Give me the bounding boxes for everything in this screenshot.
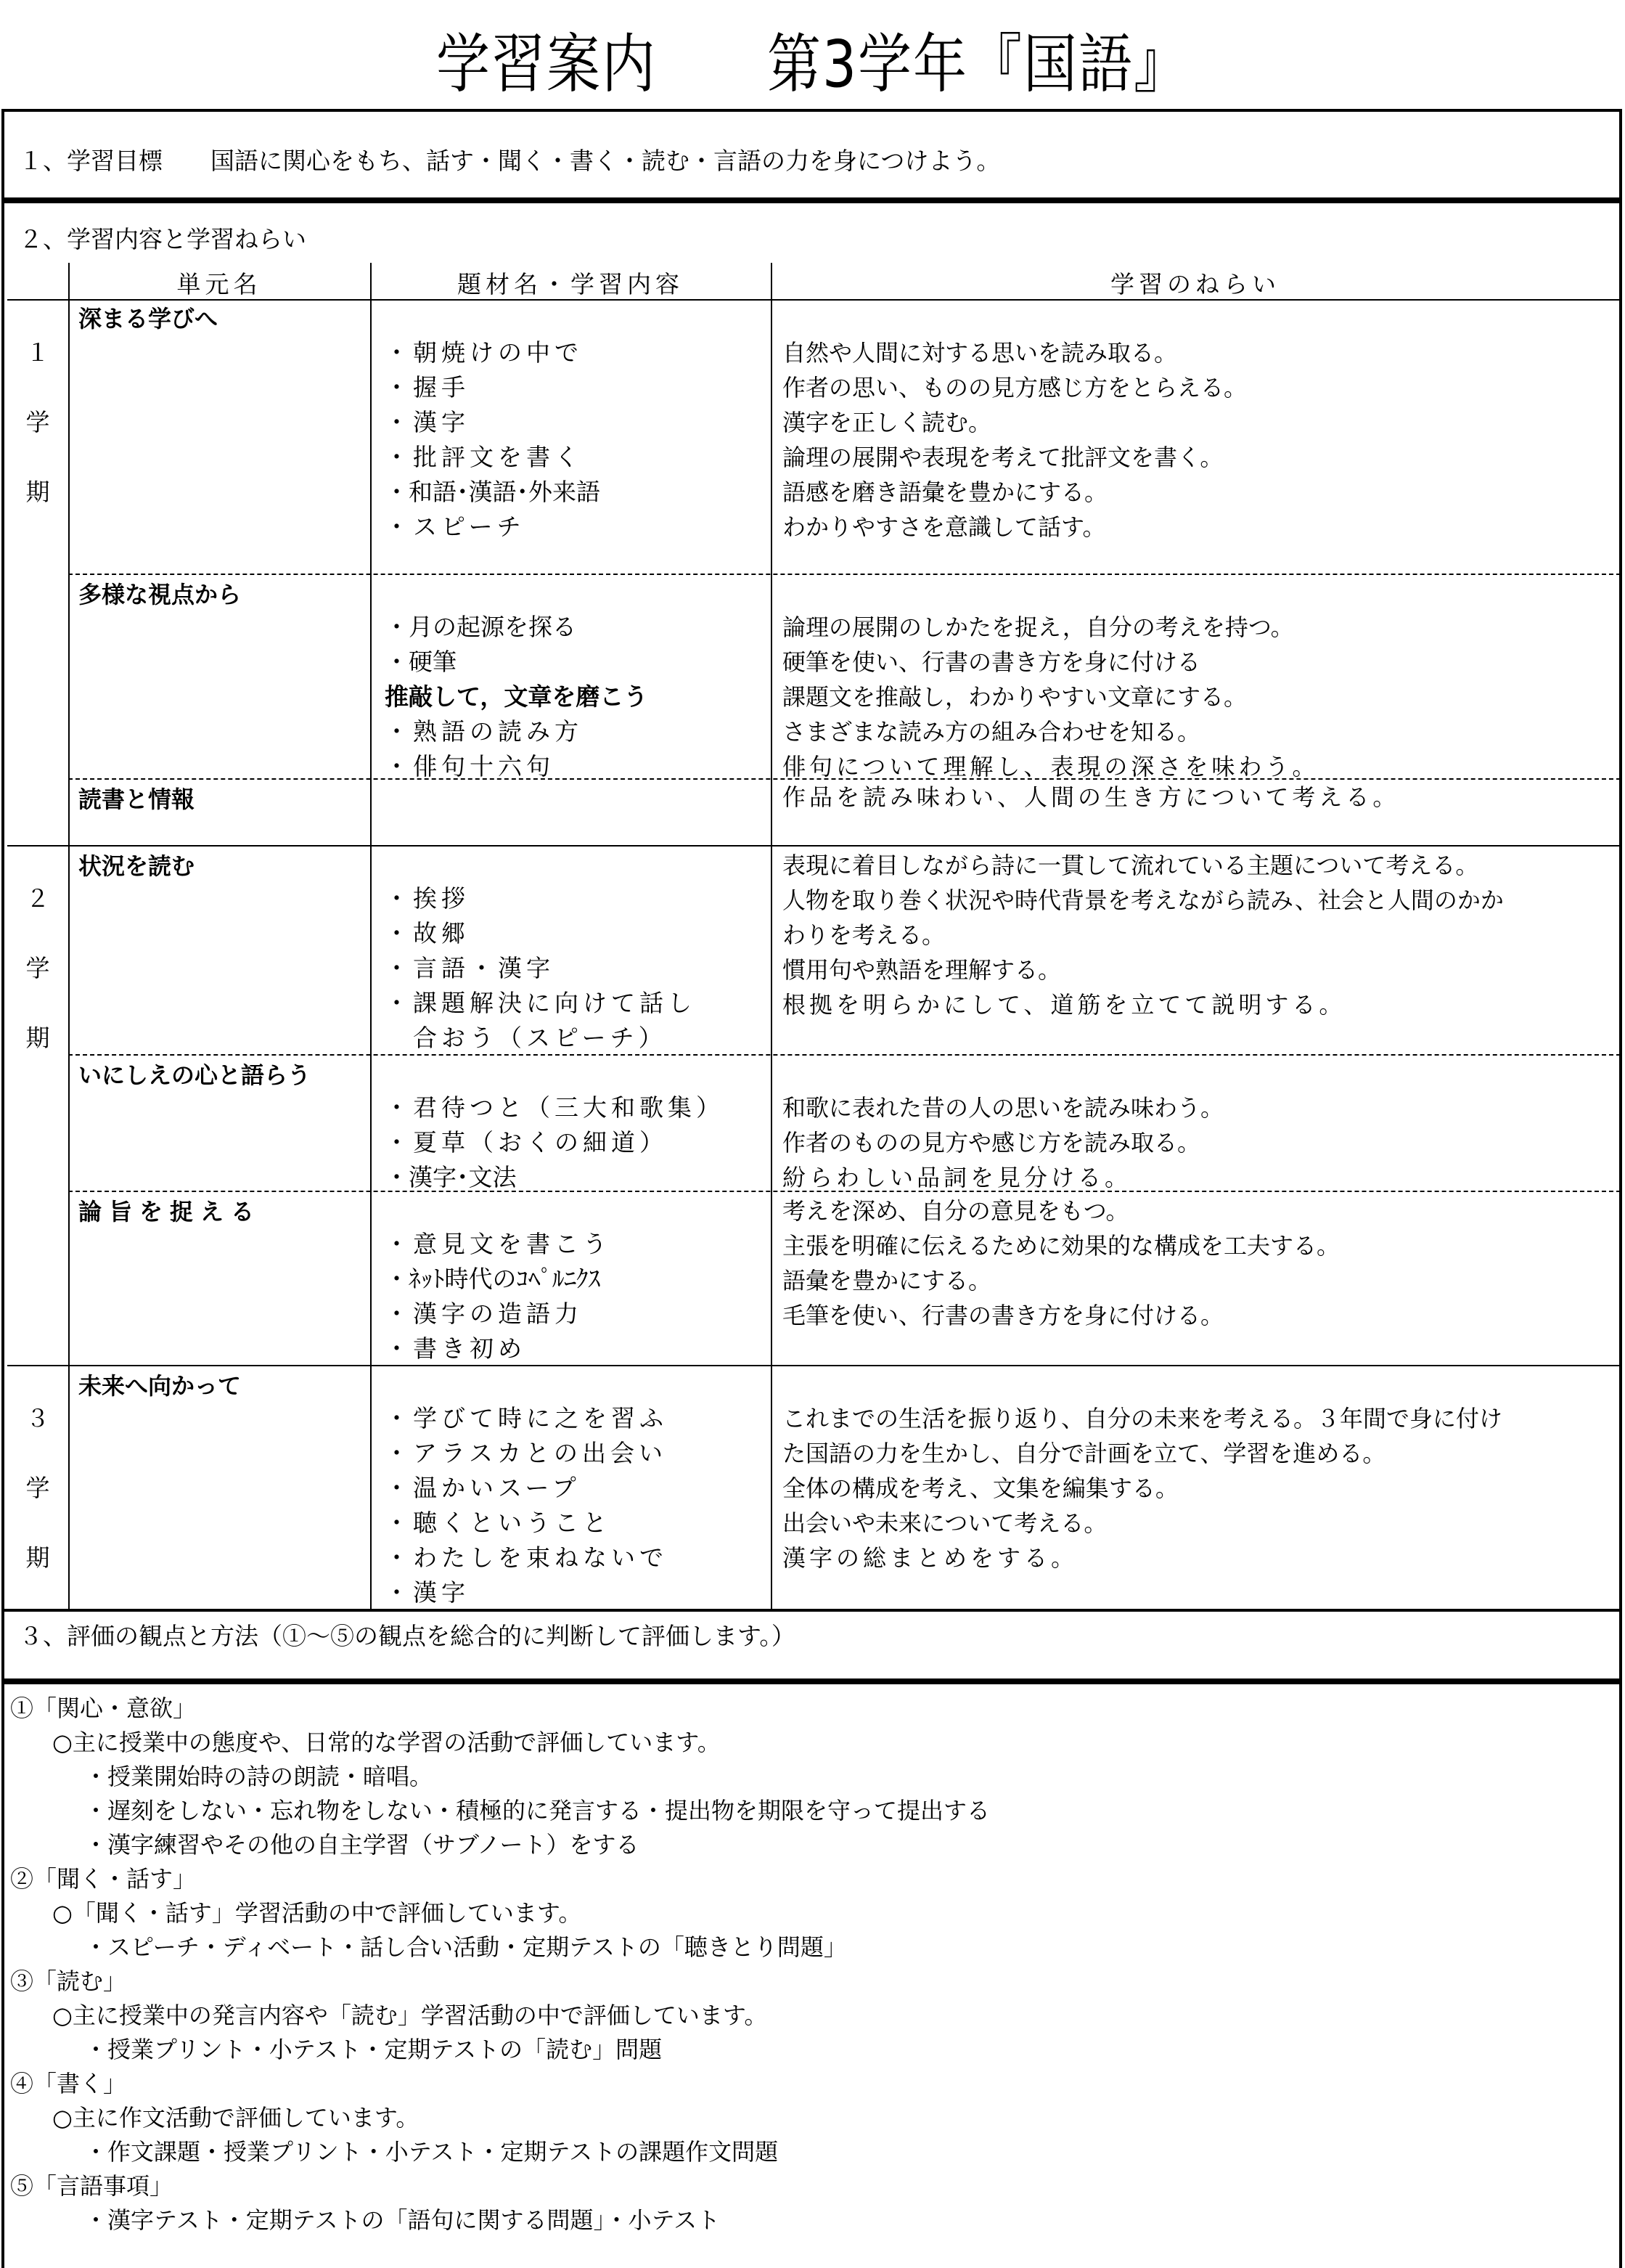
unit-aims: [782, 335, 1617, 544]
list-item: 慣用句や熟語を理解する。: [782, 956, 1062, 984]
eval-title: ⑤「言語事項」: [10, 2172, 173, 2200]
list-item: ・漢字テスト・定期テストの「語句に関する問題」・小テスト: [84, 2206, 721, 2234]
unit-topics: [385, 335, 777, 544]
column-header-aim: 学習のねらい: [1110, 270, 1280, 298]
learning-goal-text: １、学習目標 国語に関心をもち、話す・聞く・書く・読む・言語の力を身につけよう。: [19, 147, 1001, 175]
learning-goal-section: [1, 109, 1622, 200]
list-item: 推敲して，文章を磨こう: [385, 682, 648, 711]
unit-aims: [782, 1090, 1617, 1195]
list-item: 表現に着目しながら詩に一貫して流れている主題について考える。: [782, 852, 1479, 879]
page-title: 学習案内 第3学年『国語』: [435, 27, 1190, 102]
learning-content-heading: ２、学習内容と学習ねらい: [19, 225, 306, 253]
list-item: ・漢字･文法: [385, 1163, 517, 1191]
list-item: 課題文を推敲し，わかりやすい文章にする。: [782, 683, 1248, 711]
list-item: 論理の展開や表現を考えて批評文を書く。: [782, 444, 1224, 471]
list-item: 作者のものの見方や感じ方を読み取る。: [782, 1129, 1201, 1157]
list-item: これまでの生活を振り返り、自分の未来を考える。３年間で身に付け: [782, 1405, 1503, 1432]
eval-method: ○主に授業中の発言内容や「読む」学習活動の中で評価しています。: [52, 2002, 768, 2029]
list-item: ・故郷: [385, 919, 470, 947]
unit-name: 深まる学びへ: [78, 305, 218, 333]
table-divider: [370, 263, 372, 1610]
list-item: 漢字の総まとめをする。: [782, 1544, 1078, 1572]
list-item: ・君待つと（三大和歌集）: [385, 1093, 724, 1122]
list-item: 作者の思い、ものの見方感じ方をとらえる。: [782, 374, 1248, 401]
list-item: ・遅刻をしない・忘れ物をしない・積極的に発言する・提出物を期限を守って提出する: [84, 1797, 991, 1824]
table-divider: [68, 1054, 1621, 1056]
unit-aims: [782, 780, 1617, 815]
table-divider: [68, 263, 70, 1610]
unit-topics: [385, 881, 777, 1056]
list-item: ・温かいスープ: [385, 1474, 581, 1502]
unit-aims: [782, 1401, 1617, 1575]
list-item: 毛筆を使い、行書の書き方を身に付ける。: [782, 1302, 1224, 1329]
column-header-topic: 題材名・学習内容: [457, 270, 684, 298]
list-item: ・作文課題・授業プリント・小テスト・定期テストの課題作文問題: [84, 2138, 779, 2166]
list-item: 和歌に表れた昔の人の思いを読み味わう。: [782, 1094, 1224, 1122]
table-divider: [68, 574, 1621, 575]
eval-method: ○主に作文活動で評価しています。: [52, 2104, 419, 2132]
list-item: 全体の構成を考え、文集を編集する。: [782, 1474, 1179, 1502]
eval-title: ④「書く」: [10, 2070, 127, 2097]
list-item: ・授業プリント・小テスト・定期テストの「読む」問題: [84, 2036, 663, 2063]
list-item: 自然や人間に対する思いを読み取る。: [782, 339, 1178, 367]
list-item: ・夏草（おくの細道）: [385, 1128, 668, 1157]
list-item: ・言語・漢字: [385, 954, 554, 982]
unit-name: 未来へ向かって: [78, 1372, 242, 1400]
list-item: 漢字を正しく読む。: [782, 409, 992, 436]
list-item: ・批評文を書く: [385, 443, 583, 471]
evaluation-heading: ３、評価の観点と方法（①～⑤の観点を総合的に判断して評価します。）: [19, 1622, 795, 1650]
list-item: ・アラスカとの出会い: [385, 1439, 668, 1467]
unit-name: 読書と情報: [78, 786, 195, 813]
table-divider: [7, 1365, 1621, 1366]
unit-aims: [782, 848, 1617, 1022]
column-header-unit: 単元名: [176, 270, 262, 298]
list-item: 語感を磨き語彙を豊かにする。: [782, 478, 1108, 506]
list-item: 主張を明確に伝えるために効果的な構成を工夫する。: [782, 1232, 1340, 1260]
list-item: 考えを深め、自分の意見をもつ。: [782, 1197, 1129, 1225]
eval-method: ○「聞く・話す」学習活動の中で評価しています。: [52, 1899, 582, 1927]
unit-topics: [385, 1227, 777, 1366]
list-item: ・学びて時に之を習ふ: [385, 1404, 668, 1432]
list-item: 根拠を明らかにして、道筋を立てて説明する。: [782, 991, 1346, 1019]
unit-name: いにしえの心と語らう: [78, 1061, 311, 1089]
eval-title: ①「関心・意欲」: [10, 1694, 197, 1722]
list-item: ・授業開始時の詩の朗読・暗唱。: [84, 1763, 433, 1790]
eval-title: ②「聞く・話す」: [10, 1865, 197, 1893]
list-item: た国語の力を生かし、自分で計画を立て、学習を進める。: [782, 1440, 1386, 1467]
list-item: ・ﾈｯﾄ時代のｺﾍﾟﾙﾆｸｽ: [385, 1265, 600, 1293]
list-item: わかりやすさを意識して話す。: [782, 513, 1106, 541]
list-item: ・わたしを束ねないで: [385, 1543, 668, 1572]
list-item: ・握手: [385, 373, 470, 401]
eval-method: ○主に授業中の態度や、日常的な学習の活動で評価しています。: [52, 1729, 721, 1756]
list-item: わりを考える。: [782, 921, 946, 949]
unit-topics: [385, 610, 777, 784]
list-item: ・漢字: [385, 1578, 470, 1607]
list-item: ・スピーチ: [385, 513, 525, 541]
list-item: 語彙を豊かにする。: [782, 1267, 992, 1294]
list-item: 俳句について理解し、表現の深さを味わう。: [782, 753, 1319, 780]
term-1-label: １ 学 期: [25, 338, 50, 506]
list-item: ・挨拶: [385, 884, 470, 913]
list-item: ・スピーチ・ディベート・話し合い活動・定期テストの「聴きとり問題」: [84, 1933, 847, 1961]
unit-name: 多様な視点から: [78, 581, 242, 608]
eval-title: ③「読む」: [10, 1967, 127, 1995]
list-item: ・朝焼けの中で: [385, 338, 583, 367]
list-item: ・聴くということ: [385, 1509, 611, 1537]
list-item: ・課題解決に向けて話し: [385, 989, 696, 1017]
list-item: ・書き初め: [385, 1334, 526, 1363]
list-item: 論理の展開のしかたを捉え，自分の考えを持つ。: [782, 613, 1294, 641]
list-item: さまざまな読み方の組み合わせを知る。: [782, 718, 1201, 746]
list-item: ・硬筆: [385, 648, 457, 676]
evaluation-list: [10, 1692, 990, 2238]
list-item: 硬筆を使い、行書の書き方を身に付ける: [782, 648, 1201, 676]
unit-name: 論旨を捉える: [78, 1198, 262, 1225]
list-item: 紛らわしい品詞を見分ける。: [782, 1164, 1132, 1191]
unit-topics: [385, 1401, 777, 1610]
unit-name: 状況を読む: [78, 852, 195, 880]
list-item: 合おう（スピーチ）: [385, 1024, 667, 1052]
curriculum-table: [7, 263, 1621, 1610]
list-item: ・漢字練習やその他の自主学習（サブノート）をする: [84, 1831, 639, 1859]
unit-aims: [782, 610, 1617, 784]
list-item: 人物を取り巻く状況や時代背景を考えながら読み、社会と人間のかか: [782, 886, 1504, 914]
unit-topics: [385, 1090, 777, 1195]
evaluation-section: [1, 1609, 1622, 1681]
list-item: ・和語･漢語･外来語: [385, 478, 600, 506]
term-2-label: ２ 学 期: [25, 884, 50, 1052]
list-item: ・漢字の造語力: [385, 1300, 583, 1328]
table-divider: [7, 845, 1621, 847]
list-item: ・月の起源を探る: [385, 613, 576, 641]
unit-aims: [782, 1194, 1617, 1333]
list-item: ・俳句十六句: [385, 752, 554, 780]
list-item: 出会いや未来について考える。: [782, 1509, 1108, 1537]
term-3-label: ３ 学 期: [25, 1404, 50, 1572]
list-item: ・意見文を書こう: [385, 1230, 611, 1258]
list-item: ・熟語の読み方: [385, 717, 583, 746]
list-item: 作品を読み味わい、人間の生き方について考える。: [782, 783, 1400, 811]
list-item: ・漢字: [385, 408, 470, 436]
